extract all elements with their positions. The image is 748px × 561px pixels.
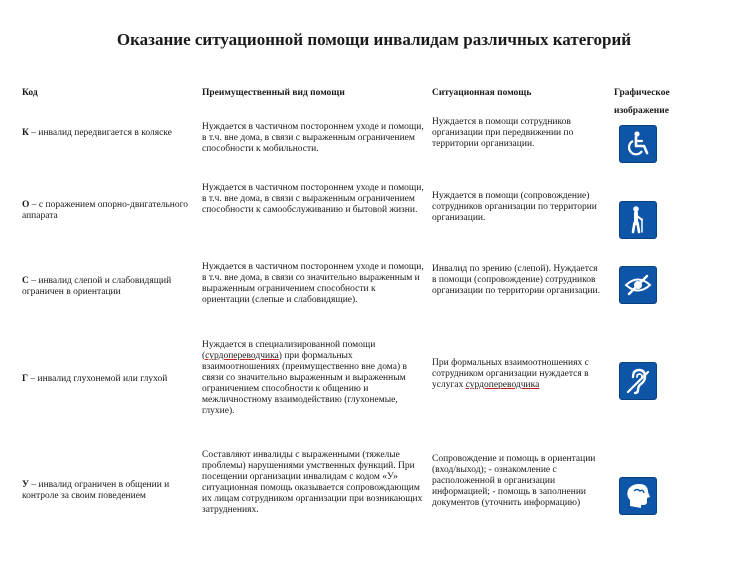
help-text-start: Нуждается в специализированной помощи ( [202,340,376,361]
code-letter: Г [22,374,29,384]
row-help: Нуждается в частичном постороннем уходе и помощи, в т.ч. вне дома, в связи со значительно выраженным и выраженным ограничением способности к ориентации (слепые и слабовидящие). [202,262,424,305]
row-help: Нуждается в частичном постороннем уходе и помощи, в т.ч. вне дома, в связи с выраженным ограничением способности к мобильности. [202,122,424,154]
wheelchair-icon [619,125,657,163]
situational-text-underlined: сурдопереводчика [465,380,540,390]
situational-text-start: При формальных взаимоотношениях с сотрудником организации нуждается в услугах [432,358,589,390]
code-text: – инвалид ограничен в общении и контроле за своим поведением [22,480,170,501]
row-code [22,276,194,298]
row-code [22,480,194,502]
code-letter: О [22,200,30,210]
row-situational: Нуждается в помощи (сопровождение) сотрудников организации по территории организации. [432,191,597,223]
code-text: – инвалид передвигается в коляске [28,128,172,138]
page-title: Оказание ситуационной помощи инвалидам различных категорий [116,30,632,49]
code-letter: С [22,276,29,286]
header-code: Код [22,88,38,98]
row-situational: Нуждается в помощи сотрудников организации при передвижении по территории организации. [432,117,574,149]
code-text: – с поражением опорно-двигательного аппарата [22,200,188,221]
row-code [22,374,194,385]
code-text: – инвалид слепой и слабовидящий ограничен в ориентации [22,276,172,297]
code-text: – инвалид глухонемой или глухой [28,374,168,384]
row-situational: Инвалид по зрению (слепой). Нуждается в помощи (сопровождение) сотрудников организации по территории организации. [432,264,600,296]
head-brain-icon [619,477,657,515]
crossed-eye-icon [619,266,657,304]
row-situational: Сопровождение и помощь в ориентации (вход/выход); - ознакомление с расположенной в организации информацией; - помощь в заполнении документов (уточнить информацию) [432,454,596,508]
code-letter: У [22,480,29,490]
row-help [202,340,424,417]
header-graphic [614,84,670,120]
row-code [22,128,194,139]
hearing-loop-icon [619,362,657,400]
row-code [22,200,194,222]
person-with-cane-icon [619,201,657,239]
header-graphic-line1: Графическое [614,88,670,98]
help-text-end: ) при формальных взаимоотношениях (преимущественно вне дома) в связи со значительно выраженным и выраженным ограничением способности к общению и межличностному взаимодействию (глухонемые, глухие). [202,351,407,416]
help-text-underlined: сурдопереводчика [205,351,279,361]
code-letter: К [22,128,29,138]
header-situational: Ситуационная помощь [432,88,532,98]
header-help: Преимущественный вид помощи [202,88,345,98]
header-graphic-line2: изображение [614,106,669,116]
row-help: Составляют инвалиды с выраженными (тяжелые проблемы) нарушениями умственных функций. При посещении организации инвалидам с кодом «У» ситуационная помощь оказывается сопровождающим их лицам сотрудником организации при возникающих затруднениях. [202,450,423,515]
row-help: Нуждается в частичном постороннем уходе и помощи, в т.ч. вне дома, в связи с выраженным ограничением способности к самообслуживанию и бытовой жизни. [202,183,424,215]
row-situational [432,358,604,391]
